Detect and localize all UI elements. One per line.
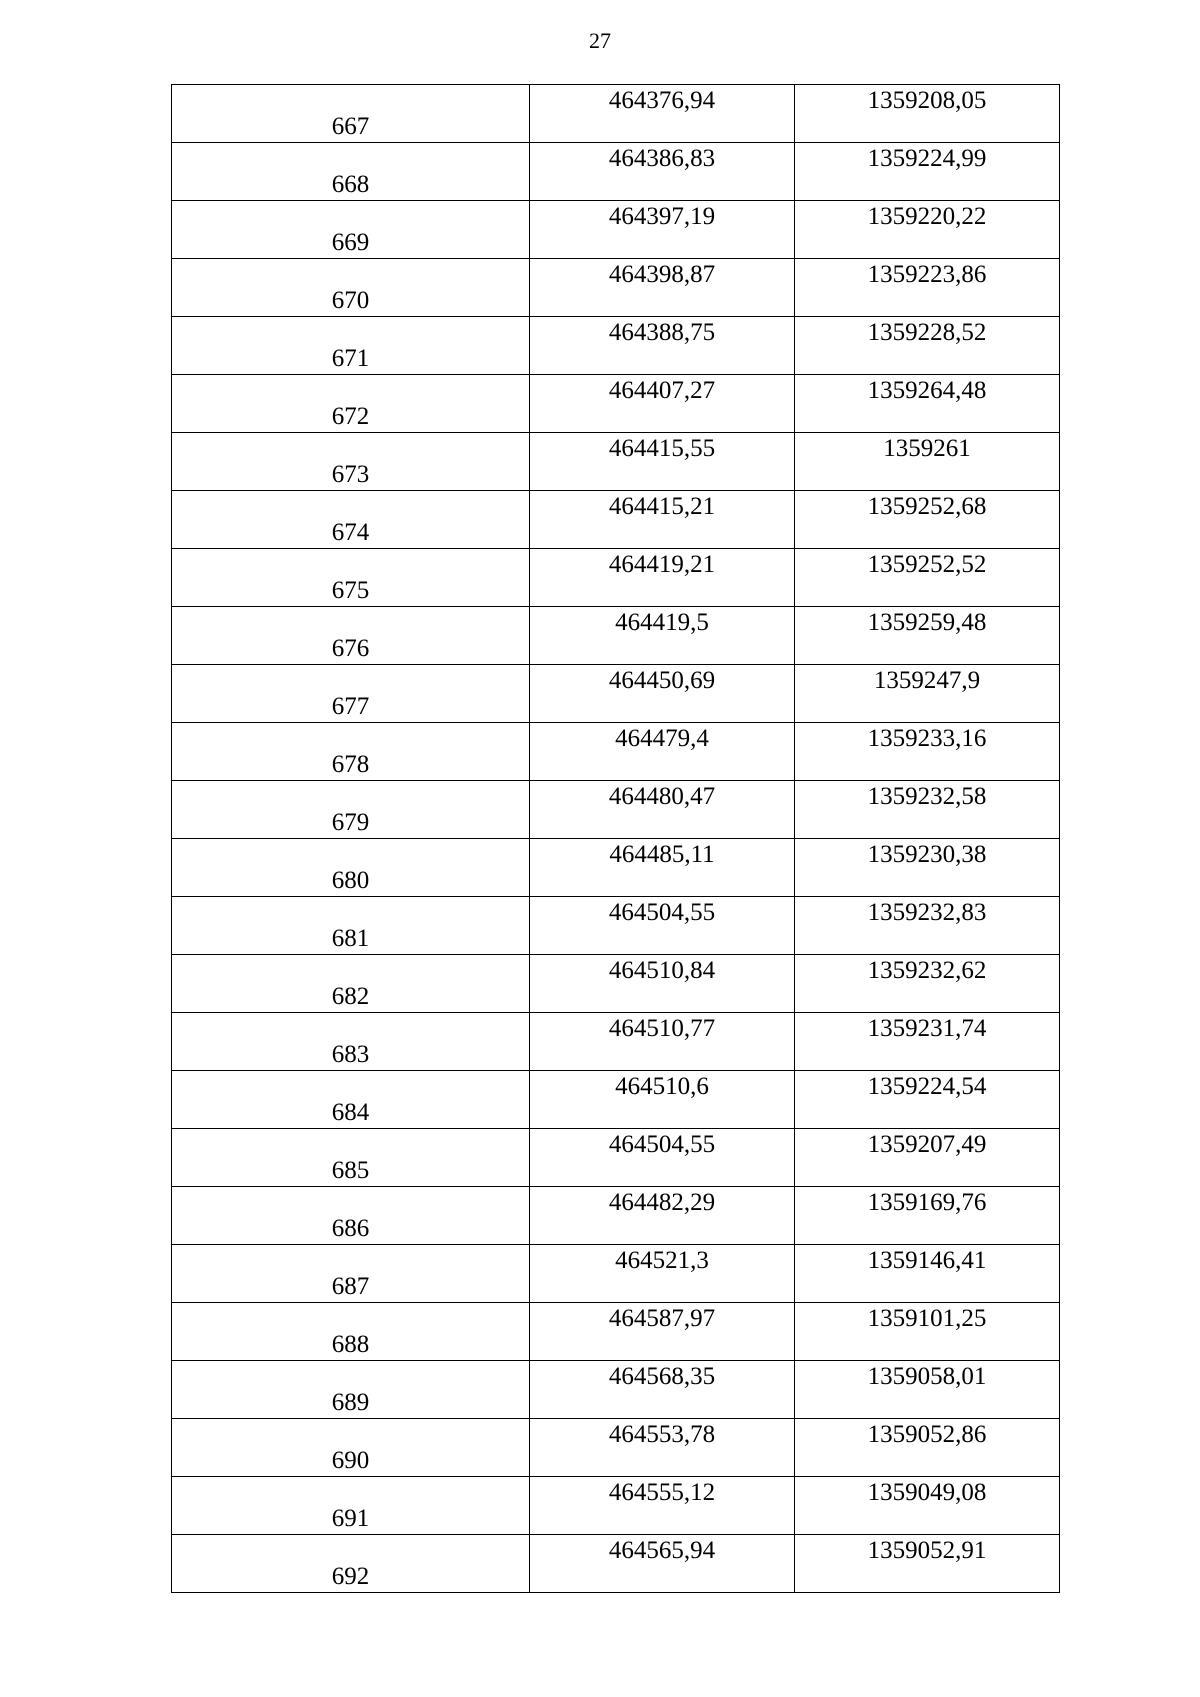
- point-number-cell: [172, 259, 530, 317]
- y-coordinate-text: 1359101,25: [867, 1305, 987, 1332]
- x-coordinate-text: 464565,94: [608, 1537, 716, 1564]
- table-row: [172, 781, 1060, 839]
- point-number-cell: [172, 1129, 530, 1187]
- y-coordinate-cell: [795, 317, 1060, 375]
- y-coordinate-cell: [795, 607, 1060, 665]
- point-number-text: 677: [331, 693, 370, 720]
- y-coordinate-cell: [795, 897, 1060, 955]
- x-coordinate-cell: [530, 781, 795, 839]
- point-number-text: 667: [331, 113, 370, 140]
- point-number-text: 692: [331, 1563, 370, 1590]
- y-coordinate-cell: [795, 1129, 1060, 1187]
- point-number-cell: [172, 1477, 530, 1535]
- table-row: [172, 607, 1060, 665]
- point-number-text: 678: [331, 751, 370, 778]
- table-row: [172, 1187, 1060, 1245]
- x-coordinate-text: 464419,21: [608, 551, 716, 578]
- x-coordinate-text: 464504,55: [608, 1131, 716, 1158]
- y-coordinate-text: 1359220,22: [867, 203, 987, 230]
- x-coordinate-text: 464485,11: [609, 841, 715, 868]
- y-coordinate-text: 1359252,52: [867, 551, 987, 578]
- y-coordinate-text: 1359208,05: [867, 87, 987, 114]
- table-row: [172, 201, 1060, 259]
- x-coordinate-text: 464521,3: [615, 1247, 709, 1274]
- point-number-cell: [172, 1013, 530, 1071]
- point-number-text: 669: [331, 229, 370, 256]
- x-coordinate-cell: [530, 955, 795, 1013]
- x-coordinate-text: 464504,55: [608, 899, 716, 926]
- point-number-text: 675: [331, 577, 370, 604]
- x-coordinate-cell: [530, 491, 795, 549]
- y-coordinate-text: 1359259,48: [867, 609, 987, 636]
- x-coordinate-cell: [530, 1187, 795, 1245]
- x-coordinate-cell: [530, 317, 795, 375]
- point-number-text: 680: [331, 867, 370, 894]
- y-coordinate-text: 1359224,99: [867, 145, 987, 172]
- x-coordinate-cell: [530, 1361, 795, 1419]
- point-number-cell: [172, 201, 530, 259]
- y-coordinate-text: 1359052,91: [867, 1537, 987, 1564]
- y-coordinate-text: 1359233,16: [867, 725, 987, 752]
- x-coordinate-cell: [530, 433, 795, 491]
- point-number-cell: [172, 897, 530, 955]
- point-number-cell: [172, 491, 530, 549]
- table-row: [172, 1071, 1060, 1129]
- x-coordinate-text: 464553,78: [608, 1421, 716, 1448]
- table-row: [172, 1245, 1060, 1303]
- x-coordinate-cell: [530, 143, 795, 201]
- point-number-cell: [172, 607, 530, 665]
- table-row: [172, 433, 1060, 491]
- y-coordinate-text: 1359207,49: [867, 1131, 987, 1158]
- point-number-text: 671: [331, 345, 370, 372]
- point-number-cell: [172, 549, 530, 607]
- point-number-cell: [172, 955, 530, 1013]
- y-coordinate-cell: [795, 259, 1060, 317]
- table-row: [172, 1303, 1060, 1361]
- y-coordinate-text: 1359261: [883, 435, 971, 462]
- x-coordinate-text: 464587,97: [608, 1305, 716, 1332]
- y-coordinate-text: 1359264,48: [867, 377, 987, 404]
- y-coordinate-text: 1359232,62: [867, 957, 987, 984]
- y-coordinate-cell: [795, 665, 1060, 723]
- point-number-text: 673: [331, 461, 370, 488]
- x-coordinate-cell: [530, 259, 795, 317]
- point-number-cell: [172, 781, 530, 839]
- x-coordinate-cell: [530, 1245, 795, 1303]
- y-coordinate-text: 1359146,41: [867, 1247, 987, 1274]
- point-number-text: 686: [331, 1215, 370, 1242]
- x-coordinate-text: 464398,87: [608, 261, 716, 288]
- x-coordinate-text: 464480,47: [608, 783, 716, 810]
- y-coordinate-cell: [795, 1535, 1060, 1593]
- point-number-text: 684: [331, 1099, 370, 1126]
- y-coordinate-text: 1359232,58: [867, 783, 987, 810]
- y-coordinate-cell: [795, 1187, 1060, 1245]
- table-row: [172, 1535, 1060, 1593]
- x-coordinate-cell: [530, 85, 795, 143]
- x-coordinate-text: 464407,27: [608, 377, 716, 404]
- x-coordinate-text: 464510,6: [615, 1073, 709, 1100]
- x-coordinate-cell: [530, 1013, 795, 1071]
- table-row: [172, 85, 1060, 143]
- point-number-text: 672: [331, 403, 370, 430]
- y-coordinate-cell: [795, 1361, 1060, 1419]
- table-row: [172, 375, 1060, 433]
- point-number-text: 685: [331, 1157, 370, 1184]
- table-row: [172, 955, 1060, 1013]
- x-coordinate-text: 464388,75: [608, 319, 716, 346]
- x-coordinate-cell: [530, 897, 795, 955]
- point-number-text: 688: [331, 1331, 370, 1358]
- point-number-text: 689: [331, 1389, 370, 1416]
- x-coordinate-text: 464419,5: [615, 609, 709, 636]
- table-row: [172, 839, 1060, 897]
- table-row: [172, 259, 1060, 317]
- y-coordinate-text: 1359230,38: [867, 841, 987, 868]
- table-row: [172, 665, 1060, 723]
- y-coordinate-text: 1359232,83: [867, 899, 987, 926]
- point-number-cell: [172, 143, 530, 201]
- point-number-text: 670: [331, 287, 370, 314]
- point-number-text: 682: [331, 983, 370, 1010]
- point-number-cell: [172, 839, 530, 897]
- x-coordinate-cell: [530, 1419, 795, 1477]
- table-row: [172, 723, 1060, 781]
- x-coordinate-text: 464479,4: [615, 725, 709, 752]
- y-coordinate-cell: [795, 1245, 1060, 1303]
- x-coordinate-text: 464397,19: [608, 203, 716, 230]
- y-coordinate-text: 1359231,74: [867, 1015, 987, 1042]
- y-coordinate-cell: [795, 549, 1060, 607]
- y-coordinate-text: 1359252,68: [867, 493, 987, 520]
- y-coordinate-cell: [795, 433, 1060, 491]
- point-number-text: 691: [331, 1505, 370, 1532]
- point-number-text: 676: [331, 635, 370, 662]
- y-coordinate-cell: [795, 1477, 1060, 1535]
- y-coordinate-cell: [795, 491, 1060, 549]
- page-number: 27: [589, 28, 611, 53]
- point-number-cell: [172, 1187, 530, 1245]
- coordinates-table: [171, 84, 1060, 1593]
- coordinates-table-body: [172, 85, 1060, 1593]
- x-coordinate-cell: [530, 375, 795, 433]
- point-number-cell: [172, 665, 530, 723]
- point-number-cell: [172, 1071, 530, 1129]
- y-coordinate-text: 1359169,76: [867, 1189, 987, 1216]
- x-coordinate-text: 464482,29: [608, 1189, 716, 1216]
- y-coordinate-cell: [795, 1419, 1060, 1477]
- x-coordinate-cell: [530, 1129, 795, 1187]
- point-number-text: 681: [331, 925, 370, 952]
- y-coordinate-text: 1359247,9: [873, 667, 981, 694]
- point-number-text: 674: [331, 519, 370, 546]
- table-row: [172, 1477, 1060, 1535]
- point-number-cell: [172, 1419, 530, 1477]
- y-coordinate-cell: [795, 781, 1060, 839]
- point-number-text: 668: [331, 171, 370, 198]
- point-number-text: 679: [331, 809, 370, 836]
- table-row: [172, 1129, 1060, 1187]
- x-coordinate-cell: [530, 607, 795, 665]
- y-coordinate-cell: [795, 143, 1060, 201]
- x-coordinate-cell: [530, 723, 795, 781]
- table-row: [172, 143, 1060, 201]
- point-number-text: 687: [331, 1273, 370, 1300]
- y-coordinate-cell: [795, 723, 1060, 781]
- y-coordinate-cell: [795, 955, 1060, 1013]
- x-coordinate-cell: [530, 1477, 795, 1535]
- x-coordinate-text: 464510,84: [608, 957, 716, 984]
- point-number-cell: [172, 723, 530, 781]
- y-coordinate-cell: [795, 1071, 1060, 1129]
- x-coordinate-text: 464510,77: [608, 1015, 716, 1042]
- table-row: [172, 897, 1060, 955]
- point-number-cell: [172, 375, 530, 433]
- point-number-text: 690: [331, 1447, 370, 1474]
- point-number-cell: [172, 1245, 530, 1303]
- table-row: [172, 317, 1060, 375]
- x-coordinate-text: 464386,83: [608, 145, 716, 172]
- point-number-cell: [172, 1361, 530, 1419]
- table-row: [172, 491, 1060, 549]
- x-coordinate-cell: [530, 201, 795, 259]
- y-coordinate-cell: [795, 839, 1060, 897]
- x-coordinate-cell: [530, 549, 795, 607]
- y-coordinate-text: 1359223,86: [867, 261, 987, 288]
- y-coordinate-text: 1359058,01: [867, 1363, 987, 1390]
- y-coordinate-cell: [795, 375, 1060, 433]
- x-coordinate-text: 464450,69: [608, 667, 716, 694]
- y-coordinate-text: 1359228,52: [867, 319, 987, 346]
- point-number-cell: [172, 85, 530, 143]
- point-number-cell: [172, 1303, 530, 1361]
- x-coordinate-text: 464415,21: [608, 493, 716, 520]
- point-number-cell: [172, 317, 530, 375]
- x-coordinate-text: 464568,35: [608, 1363, 716, 1390]
- y-coordinate-text: 1359052,86: [867, 1421, 987, 1448]
- point-number-cell: [172, 433, 530, 491]
- point-number-text: 683: [331, 1041, 370, 1068]
- x-coordinate-cell: [530, 665, 795, 723]
- x-coordinate-cell: [530, 1071, 795, 1129]
- y-coordinate-cell: [795, 1013, 1060, 1071]
- point-number-cell: [172, 1535, 530, 1593]
- x-coordinate-text: 464555,12: [608, 1479, 716, 1506]
- y-coordinate-text: 1359049,08: [867, 1479, 987, 1506]
- x-coordinate-text: 464415,55: [608, 435, 716, 462]
- x-coordinate-cell: [530, 839, 795, 897]
- x-coordinate-cell: [530, 1535, 795, 1593]
- y-coordinate-cell: [795, 85, 1060, 143]
- table-row: [172, 1419, 1060, 1477]
- x-coordinate-cell: [530, 1303, 795, 1361]
- x-coordinate-text: 464376,94: [608, 87, 716, 114]
- table-row: [172, 549, 1060, 607]
- table-row: [172, 1013, 1060, 1071]
- y-coordinate-text: 1359224,54: [867, 1073, 987, 1100]
- table-row: [172, 1361, 1060, 1419]
- y-coordinate-cell: [795, 1303, 1060, 1361]
- y-coordinate-cell: [795, 201, 1060, 259]
